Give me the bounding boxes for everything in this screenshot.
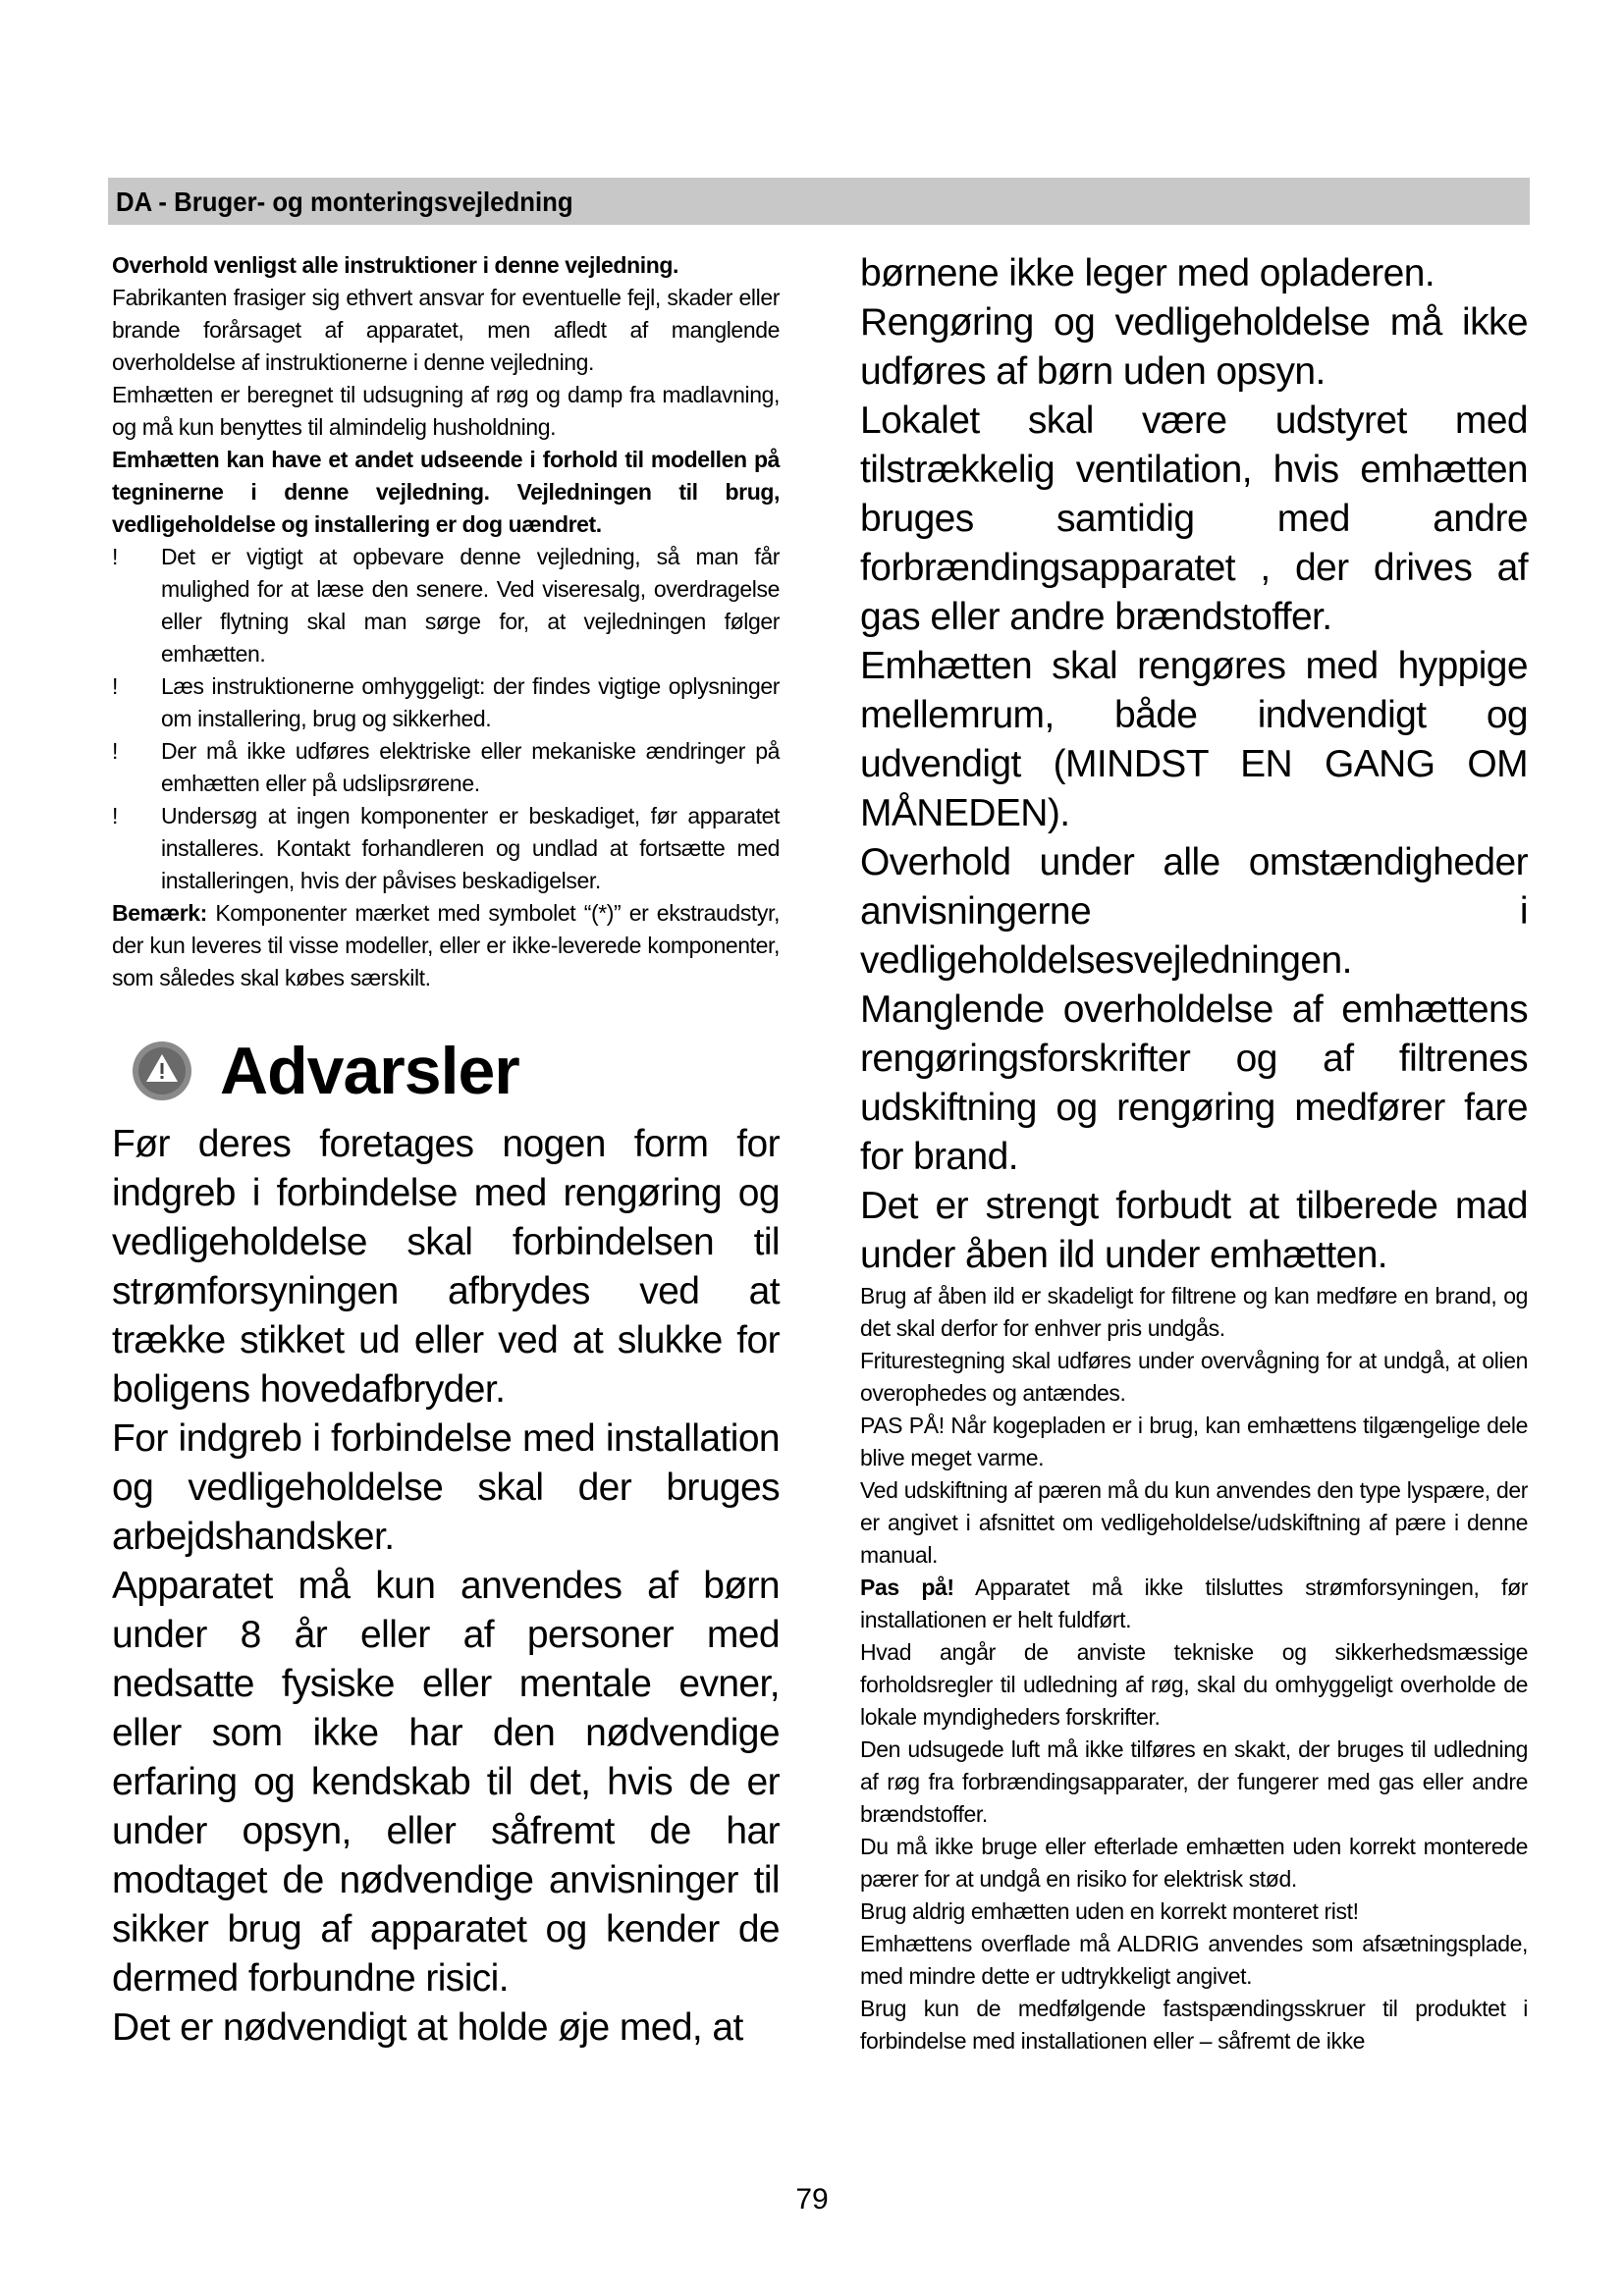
safety-paragraph: Hvad angår de anviste tekniske og sikkerhedsmæssige forholdsregler til udledning af røg, skal du omhyggeligt overholde de lokale myndigheders forskrifter. xyxy=(860,1639,1528,1730)
bullet-text: Det er vigtigt at opbevare denne vejledning, så man får mulighed for at læse den senere. Ved viseresalg, overdragelse eller flytning skal man sørge for, at vejledningen følger emhætten. xyxy=(161,544,780,667)
bullet-item xyxy=(112,541,780,670)
bullet-item xyxy=(112,735,780,800)
appearance-note: Emhætten kan have et andet udseende i forhold til modellen på tegninerne i denne vejledning. Vejledningen til brug, vedligeholdelse og installering er dog uændret. xyxy=(112,447,780,537)
page-number: 79 xyxy=(795,2183,829,2216)
warning-paragraph: Manglende overholdelse af emhættens rengøringsforskrifter og af filtrenes udskiftning og rengøring medfører fare for brand. xyxy=(860,988,1528,1178)
safety-paragraph: Brug aldrig emhætten uden en korrekt monteret rist! xyxy=(860,1898,1359,1924)
safety-paragraph xyxy=(860,1572,1528,1636)
bullet-text: Læs instruktionerne omhyggeligt: der findes vigtige oplysninger om installering, brug og sikkerhed. xyxy=(161,673,780,731)
safety-paragraph: Brug kun de medfølgende fastspændingsskruer til produktet i forbindelse med installationen eller – såfremt de ikke xyxy=(860,1996,1528,2054)
warning-paragraph: Det er nødvendigt at holde øje med, at xyxy=(112,2006,743,2049)
warning-paragraph: For indgreb i forbindelse med installation og vedligeholdelse skal der bruges arbejdshandsker. xyxy=(112,1417,780,1558)
intended-use-paragraph: Emhætten er beregnet til udsugning af røg og damp fra madlavning, og må kun benyttes til almindelig husholdning. xyxy=(112,382,780,440)
bullet-item xyxy=(112,670,780,735)
safety-paragraph: Ved udskiftning af pæren må du kun anvendes den type lyspære, der er angivet i afsnittet om vedligeholdelse/udskiftning af pære i denne manual. xyxy=(860,1477,1528,1568)
safety-paragraph: Emhættens overflade må ALDRIG anvendes som afsætningsplade, med mindre dette er udtrykkeligt angivet. xyxy=(860,1931,1528,1989)
section-header-bar xyxy=(108,178,1530,225)
bullet-text: Der må ikke udføres elektriske eller mekaniske ændringer på emhætten eller på udslipsrørene. xyxy=(161,738,780,796)
disclaimer-paragraph: Fabrikanten frasiger sig ethvert ansvar for eventuelle fejl, skader eller brande forårsaget af apparatet, men afledt af manglende overholdelse af instruktionerne i denne vejledning. xyxy=(112,285,780,375)
bullet-text: Undersøg at ingen komponenter er beskadiget, før apparatet installeres. Kontakt forhandleren og undlad at fortsætte med installeringen, hvis der påvises beskadigelser. xyxy=(161,803,780,893)
safety-paragraph: Brug af åben ild er skadeligt for filtrene og kan medføre en brand, og det skal derfor for enhver pris undgås. xyxy=(860,1283,1528,1341)
warning-icon xyxy=(132,1041,192,1101)
safety-paragraph: Du må ikke bruge eller efterlade emhætten uden korrekt monterede pærer for at undgå en risiko for elektrisk stød. xyxy=(860,1834,1528,1892)
left-column xyxy=(112,249,780,2053)
safety-paragraph: PAS PÅ! Når kogepladen er i brug, kan emhættens tilgængelige dele blive meget varme. xyxy=(860,1413,1528,1470)
warning-paragraph: Før deres foretages nogen form for indgreb i forbindelse med rengøring og vedligeholdelse skal forbindelsen til strømforsyningen afbrydes ved at trække stikket ud eller ved at slukke for boligens hovedafbryder. xyxy=(112,1123,780,1411)
warning-paragraph: børnene ikke leger med opladeren. xyxy=(860,252,1435,294)
warnings-heading xyxy=(132,1030,780,1112)
bullet-item xyxy=(112,800,780,897)
right-column xyxy=(860,249,1528,2057)
safety-paragraph: Friturestegning skal udføres under overvågning for at undgå, at olien overophedes og antændes. xyxy=(860,1348,1528,1406)
warnings-title: Advarsler xyxy=(220,1034,519,1108)
caution-label: Pas på! xyxy=(860,1575,954,1600)
warning-paragraph: Lokalet skal være udstyret med tilstrækkelig ventilation, hvis emhætten bruges samtidig med andre forbrændingsapparatet , der drives af gas eller andre brændstoffer. xyxy=(860,400,1528,638)
note-text: Komponenter mærket med symbolet “(*)” er ekstraudstyr, der kun leveres til visse modeller, eller er ikke-leverede komponenter, som således skal købes særskilt. xyxy=(112,900,780,990)
warning-paragraph: Det er strengt forbudt at tilberede mad under åben ild under emhætten. xyxy=(860,1185,1528,1276)
bullet-mark: ! xyxy=(112,803,118,828)
section-header-title: DA - Bruger- og monteringsvejledning xyxy=(116,187,573,217)
warning-paragraph: Overhold under alle omstændigheder anvisningerne i vedligeholdelsesvejledningen. xyxy=(860,841,1528,982)
bullet-mark: ! xyxy=(112,673,118,699)
bullet-mark: ! xyxy=(112,738,118,764)
safety-paragraph: Den udsugede luft må ikke tilføres en skakt, der bruges til udledning af røg fra forbrændingsapparater, der fungerer med gas eller andre brændstoffer. xyxy=(860,1736,1528,1827)
bullet-mark: ! xyxy=(112,544,118,569)
warning-paragraph: Apparatet må kun anvendes af børn under 8 år eller af personer med nedsatte fysiske eller mentale evner, eller som ikke har den nødvendige erfaring og kendskab til det, hvis de er under opsyn, eller såfremt de har modtaget de nødvendige anvisninger til sikker brug af apparatet og kender de dermed forbundne risici. xyxy=(112,1565,780,2000)
note-paragraph xyxy=(112,897,780,994)
warning-paragraph: Rengøring og vedligeholdelse må ikke udføres af børn uden opsyn. xyxy=(860,301,1528,393)
note-label: Bemærk: xyxy=(112,900,207,926)
warning-paragraph: Emhætten skal rengøres med hyppige mellemrum, både indvendigt og udvendigt (MINDST EN GANG OM MÅNEDEN). xyxy=(860,645,1528,834)
intro-instruction: Overhold venligst alle instruktioner i denne vejledning. xyxy=(112,252,679,278)
caution-text: Apparatet må ikke tilsluttes strømforsyningen, før installationen er helt fuldført. xyxy=(860,1575,1528,1632)
